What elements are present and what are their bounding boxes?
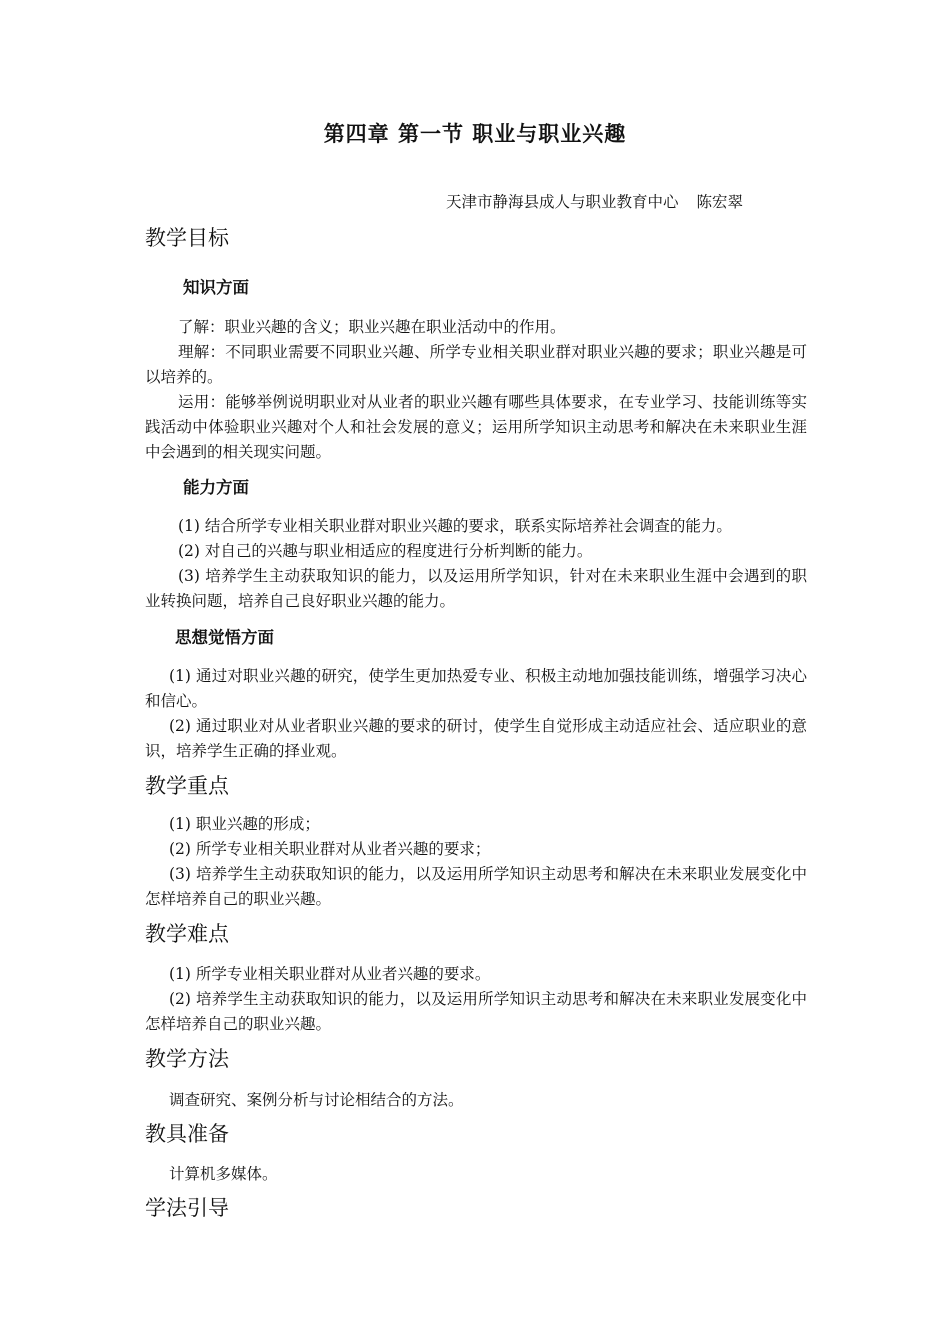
subheading-ability: 能力方面 xyxy=(183,478,249,497)
tools-text: 计算机多媒体。 xyxy=(169,1165,278,1183)
key-point-2: (2) 所学专业相关职业群对从业者兴趣的要求； xyxy=(169,840,491,858)
knowledge-understand: 了解：职业兴趣的含义；职业兴趣在职业活动中的作用。 xyxy=(178,318,566,336)
heading-difficulties: 教学难点 xyxy=(145,922,229,946)
difficulty-2: (2) 培养学生主动获取知识的能力，以及运用所学知识主动思考和解决在未来职业发展变化中怎样培养自己的职业兴趣。 xyxy=(145,990,807,1033)
author-name: 陈宏翠 xyxy=(696,193,744,211)
ability-item-1: (1) 结合所学专业相关职业群对职业兴趣的要求，联系实际培养社会调查的能力。 xyxy=(178,517,732,535)
subheading-knowledge: 知识方面 xyxy=(183,278,249,297)
knowledge-comprehend: 理解：不同职业需要不同职业兴趣、所学专业相关职业群对职业兴趣的要求；职业兴趣是可以培养的。 xyxy=(145,343,807,386)
heading-methods: 教学方法 xyxy=(145,1047,229,1071)
methods-text: 调查研究、案例分析与讨论相结合的方法。 xyxy=(169,1091,464,1109)
key-point-3: (3) 培养学生主动获取知识的能力，以及运用所学知识主动思考和解决在未来职业发展变化中怎样培养自己的职业兴趣。 xyxy=(145,865,807,908)
key-point-1: (1) 职业兴趣的形成； xyxy=(169,815,320,833)
heading-key-points: 教学重点 xyxy=(145,774,229,798)
attitude-item-2: (2) 通过职业对从业者职业兴趣的要求的研讨，使学生自觉形成主动适应社会、适应职业的意识，培养学生正确的择业观。 xyxy=(145,717,807,760)
ability-item-3: (3) 培养学生主动获取知识的能力，以及运用所学知识，针对在未来职业生涯中会遇到的职业转换问题，培养自己良好职业兴趣的能力。 xyxy=(145,567,807,610)
ability-item-2: (2) 对自己的兴趣与职业相适应的程度进行分析判断的能力。 xyxy=(178,542,593,560)
page-title: 第四章 第一节 职业与职业兴趣 xyxy=(323,122,627,146)
subheading-attitude: 思想觉悟方面 xyxy=(175,628,274,647)
author-line xyxy=(446,190,743,212)
heading-guidance: 学法引导 xyxy=(145,1196,229,1220)
attitude-item-1: (1) 通过对职业兴趣的研究，使学生更加热爱专业、积极主动地加强技能训练，增强学习决心和信心。 xyxy=(145,667,807,710)
heading-tools: 教具准备 xyxy=(145,1122,229,1146)
knowledge-apply: 运用：能够举例说明职业对从业者的职业兴趣有哪些具体要求，在专业学习、技能训练等实践活动中体验职业兴趣对个人和社会发展的意义；运用所学知识主动思考和解决在未来职业生涯中会遇到的相关现实问题。 xyxy=(145,393,807,461)
heading-objectives: 教学目标 xyxy=(145,226,229,250)
difficulty-1: (1) 所学专业相关职业群对从业者兴趣的要求。 xyxy=(169,965,491,983)
author-organization: 天津市静海县成人与职业教育中心 xyxy=(446,193,679,211)
